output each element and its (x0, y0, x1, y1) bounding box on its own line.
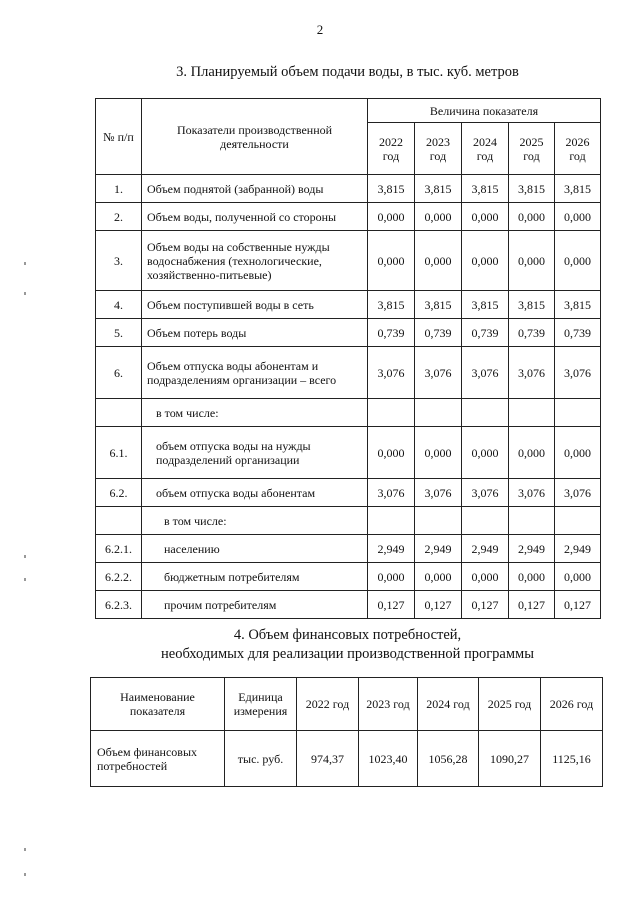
header-name: Наименование показателя (91, 678, 225, 731)
row-value: 3,076 (509, 347, 555, 399)
table-row (96, 291, 601, 319)
scan-mark (24, 555, 26, 558)
table-row (96, 319, 601, 347)
row-value: 0,000 (462, 203, 509, 231)
row-value (368, 399, 415, 427)
row-num: 6.2. (96, 479, 142, 507)
row-value: 2,949 (462, 535, 509, 563)
scan-mark (24, 292, 26, 295)
row-num: 4. (96, 291, 142, 319)
row-value: 1090,27 (479, 731, 541, 787)
row-value: 0,127 (415, 591, 462, 619)
row-value: 3,815 (555, 175, 601, 203)
row-name: бюджетным потребителям (142, 563, 368, 591)
header-indicator: Показатели производственной деятельности (142, 99, 368, 175)
row-value: 0,000 (368, 203, 415, 231)
row-value: 3,815 (415, 175, 462, 203)
scan-mark (24, 262, 26, 265)
row-value: 3,815 (368, 291, 415, 319)
row-num: 6.1. (96, 427, 142, 479)
water-supply-table (95, 98, 601, 619)
row-name: объем отпуска воды на нужды подразделений организации (142, 427, 368, 479)
row-value: 3,076 (509, 479, 555, 507)
header-num: № п/п (96, 99, 142, 175)
row-num: 5. (96, 319, 142, 347)
row-value (368, 507, 415, 535)
row-value: 0,000 (415, 203, 462, 231)
table-row (96, 231, 601, 291)
row-value: 0,000 (462, 427, 509, 479)
row-value: 0,739 (555, 319, 601, 347)
row-value: 0,000 (555, 563, 601, 591)
section4-title (90, 626, 605, 664)
row-value: 0,000 (509, 427, 555, 479)
header-year: 2026 год (555, 123, 601, 175)
row-value (415, 507, 462, 535)
row-value: 1056,28 (418, 731, 479, 787)
row-value: 0,000 (462, 231, 509, 291)
row-value: 974,37 (297, 731, 359, 787)
row-value (509, 399, 555, 427)
row-value: 3,076 (368, 347, 415, 399)
header-value-group: Величина показателя (368, 99, 601, 123)
row-value (462, 507, 509, 535)
scan-mark (24, 578, 26, 581)
row-name: в том числе: (142, 507, 368, 535)
row-value: 0,739 (509, 319, 555, 347)
header-year: 2022 год (297, 678, 359, 731)
row-value: 3,815 (462, 291, 509, 319)
row-num: 6.2.3. (96, 591, 142, 619)
row-value: 0,127 (509, 591, 555, 619)
row-value (509, 507, 555, 535)
row-name: населению (142, 535, 368, 563)
row-value: 2,949 (415, 535, 462, 563)
header-year: 2023 год (359, 678, 418, 731)
row-value: 0,000 (555, 203, 601, 231)
table-row (96, 399, 601, 427)
row-name: объем отпуска воды абонентам (142, 479, 368, 507)
section4-title-line2: необходимых для реализации производственной программы (161, 646, 534, 662)
table-row (96, 591, 601, 619)
row-value: 2,949 (509, 535, 555, 563)
row-num: 2. (96, 203, 142, 231)
row-value: 0,000 (368, 231, 415, 291)
row-value (415, 399, 462, 427)
header-unit: Единица измерения (225, 678, 297, 731)
header-year: 2024 год (462, 123, 509, 175)
row-value: 0,000 (509, 563, 555, 591)
header-year: 2024 год (418, 678, 479, 731)
row-value: 3,076 (462, 479, 509, 507)
row-value: 3,076 (555, 479, 601, 507)
row-name: Объем поступившей воды в сеть (142, 291, 368, 319)
row-value: 0,739 (368, 319, 415, 347)
row-value: 3,815 (509, 175, 555, 203)
table-row (96, 563, 601, 591)
table-row (96, 203, 601, 231)
row-value: 2,949 (368, 535, 415, 563)
row-name: Объем воды на собственные нужды водоснабжения (технологические, хозяйственно-питьевые) (142, 231, 368, 291)
page-number: 2 (316, 22, 324, 37)
row-value: 0,000 (368, 563, 415, 591)
row-value: 0,000 (555, 427, 601, 479)
row-value: 3,815 (415, 291, 462, 319)
row-value: 0,739 (462, 319, 509, 347)
row-name: прочим потребителям (142, 591, 368, 619)
row-value: 3,815 (462, 175, 509, 203)
row-value: 0,127 (462, 591, 509, 619)
row-value: 3,815 (368, 175, 415, 203)
row-num: 6. (96, 347, 142, 399)
row-value: 3,076 (368, 479, 415, 507)
row-value: 0,127 (368, 591, 415, 619)
row-unit: тыс. руб. (225, 731, 297, 787)
row-value: 3,076 (555, 347, 601, 399)
row-value: 0,000 (415, 427, 462, 479)
row-value: 3,076 (415, 479, 462, 507)
row-name: Объем поднятой (забранной) воды (142, 175, 368, 203)
header-year: 2026 год (541, 678, 603, 731)
header-year: 2025 год (509, 123, 555, 175)
row-value: 0,000 (555, 231, 601, 291)
section3-title: 3. Планируемый объем подачи воды, в тыс. куб. метров (176, 64, 519, 80)
row-value: 1125,16 (541, 731, 603, 787)
table-row (96, 535, 601, 563)
row-value (462, 399, 509, 427)
row-value: 3,076 (415, 347, 462, 399)
row-name: Объем финансовых потребностей (91, 731, 225, 787)
header-year: 2022 год (368, 123, 415, 175)
row-value: 1023,40 (359, 731, 418, 787)
row-value: 0,000 (415, 563, 462, 591)
row-num: 1. (96, 175, 142, 203)
row-num: 6.2.1. (96, 535, 142, 563)
section4-title-line1: 4. Объем финансовых потребностей, (233, 627, 462, 643)
row-value: 0,000 (462, 563, 509, 591)
row-num (96, 507, 142, 535)
row-value: 0,127 (555, 591, 601, 619)
table-row (96, 479, 601, 507)
row-name: Объем воды, полученной со стороны (142, 203, 368, 231)
row-value: 3,815 (555, 291, 601, 319)
row-num: 6.2.2. (96, 563, 142, 591)
scan-mark (24, 848, 26, 851)
row-value: 3,815 (509, 291, 555, 319)
row-value: 0,000 (415, 231, 462, 291)
table-row (96, 427, 601, 479)
header-year: 2023 год (415, 123, 462, 175)
row-value: 0,000 (509, 203, 555, 231)
table-row (96, 347, 601, 399)
table-row (96, 507, 601, 535)
row-num: 3. (96, 231, 142, 291)
row-value: 0,000 (509, 231, 555, 291)
row-value: 0,739 (415, 319, 462, 347)
financial-needs-table (90, 677, 603, 787)
row-value: 3,076 (462, 347, 509, 399)
scan-mark (24, 873, 26, 876)
row-name: Объем отпуска воды абонентам и подразделениям организации – всего (142, 347, 368, 399)
row-value: 2,949 (555, 535, 601, 563)
row-value: 0,000 (368, 427, 415, 479)
row-num (96, 399, 142, 427)
row-name: Объем потерь воды (142, 319, 368, 347)
header-year: 2025 год (479, 678, 541, 731)
row-value (555, 399, 601, 427)
row-name: в том числе: (142, 399, 368, 427)
table-row (96, 175, 601, 203)
row-value (555, 507, 601, 535)
